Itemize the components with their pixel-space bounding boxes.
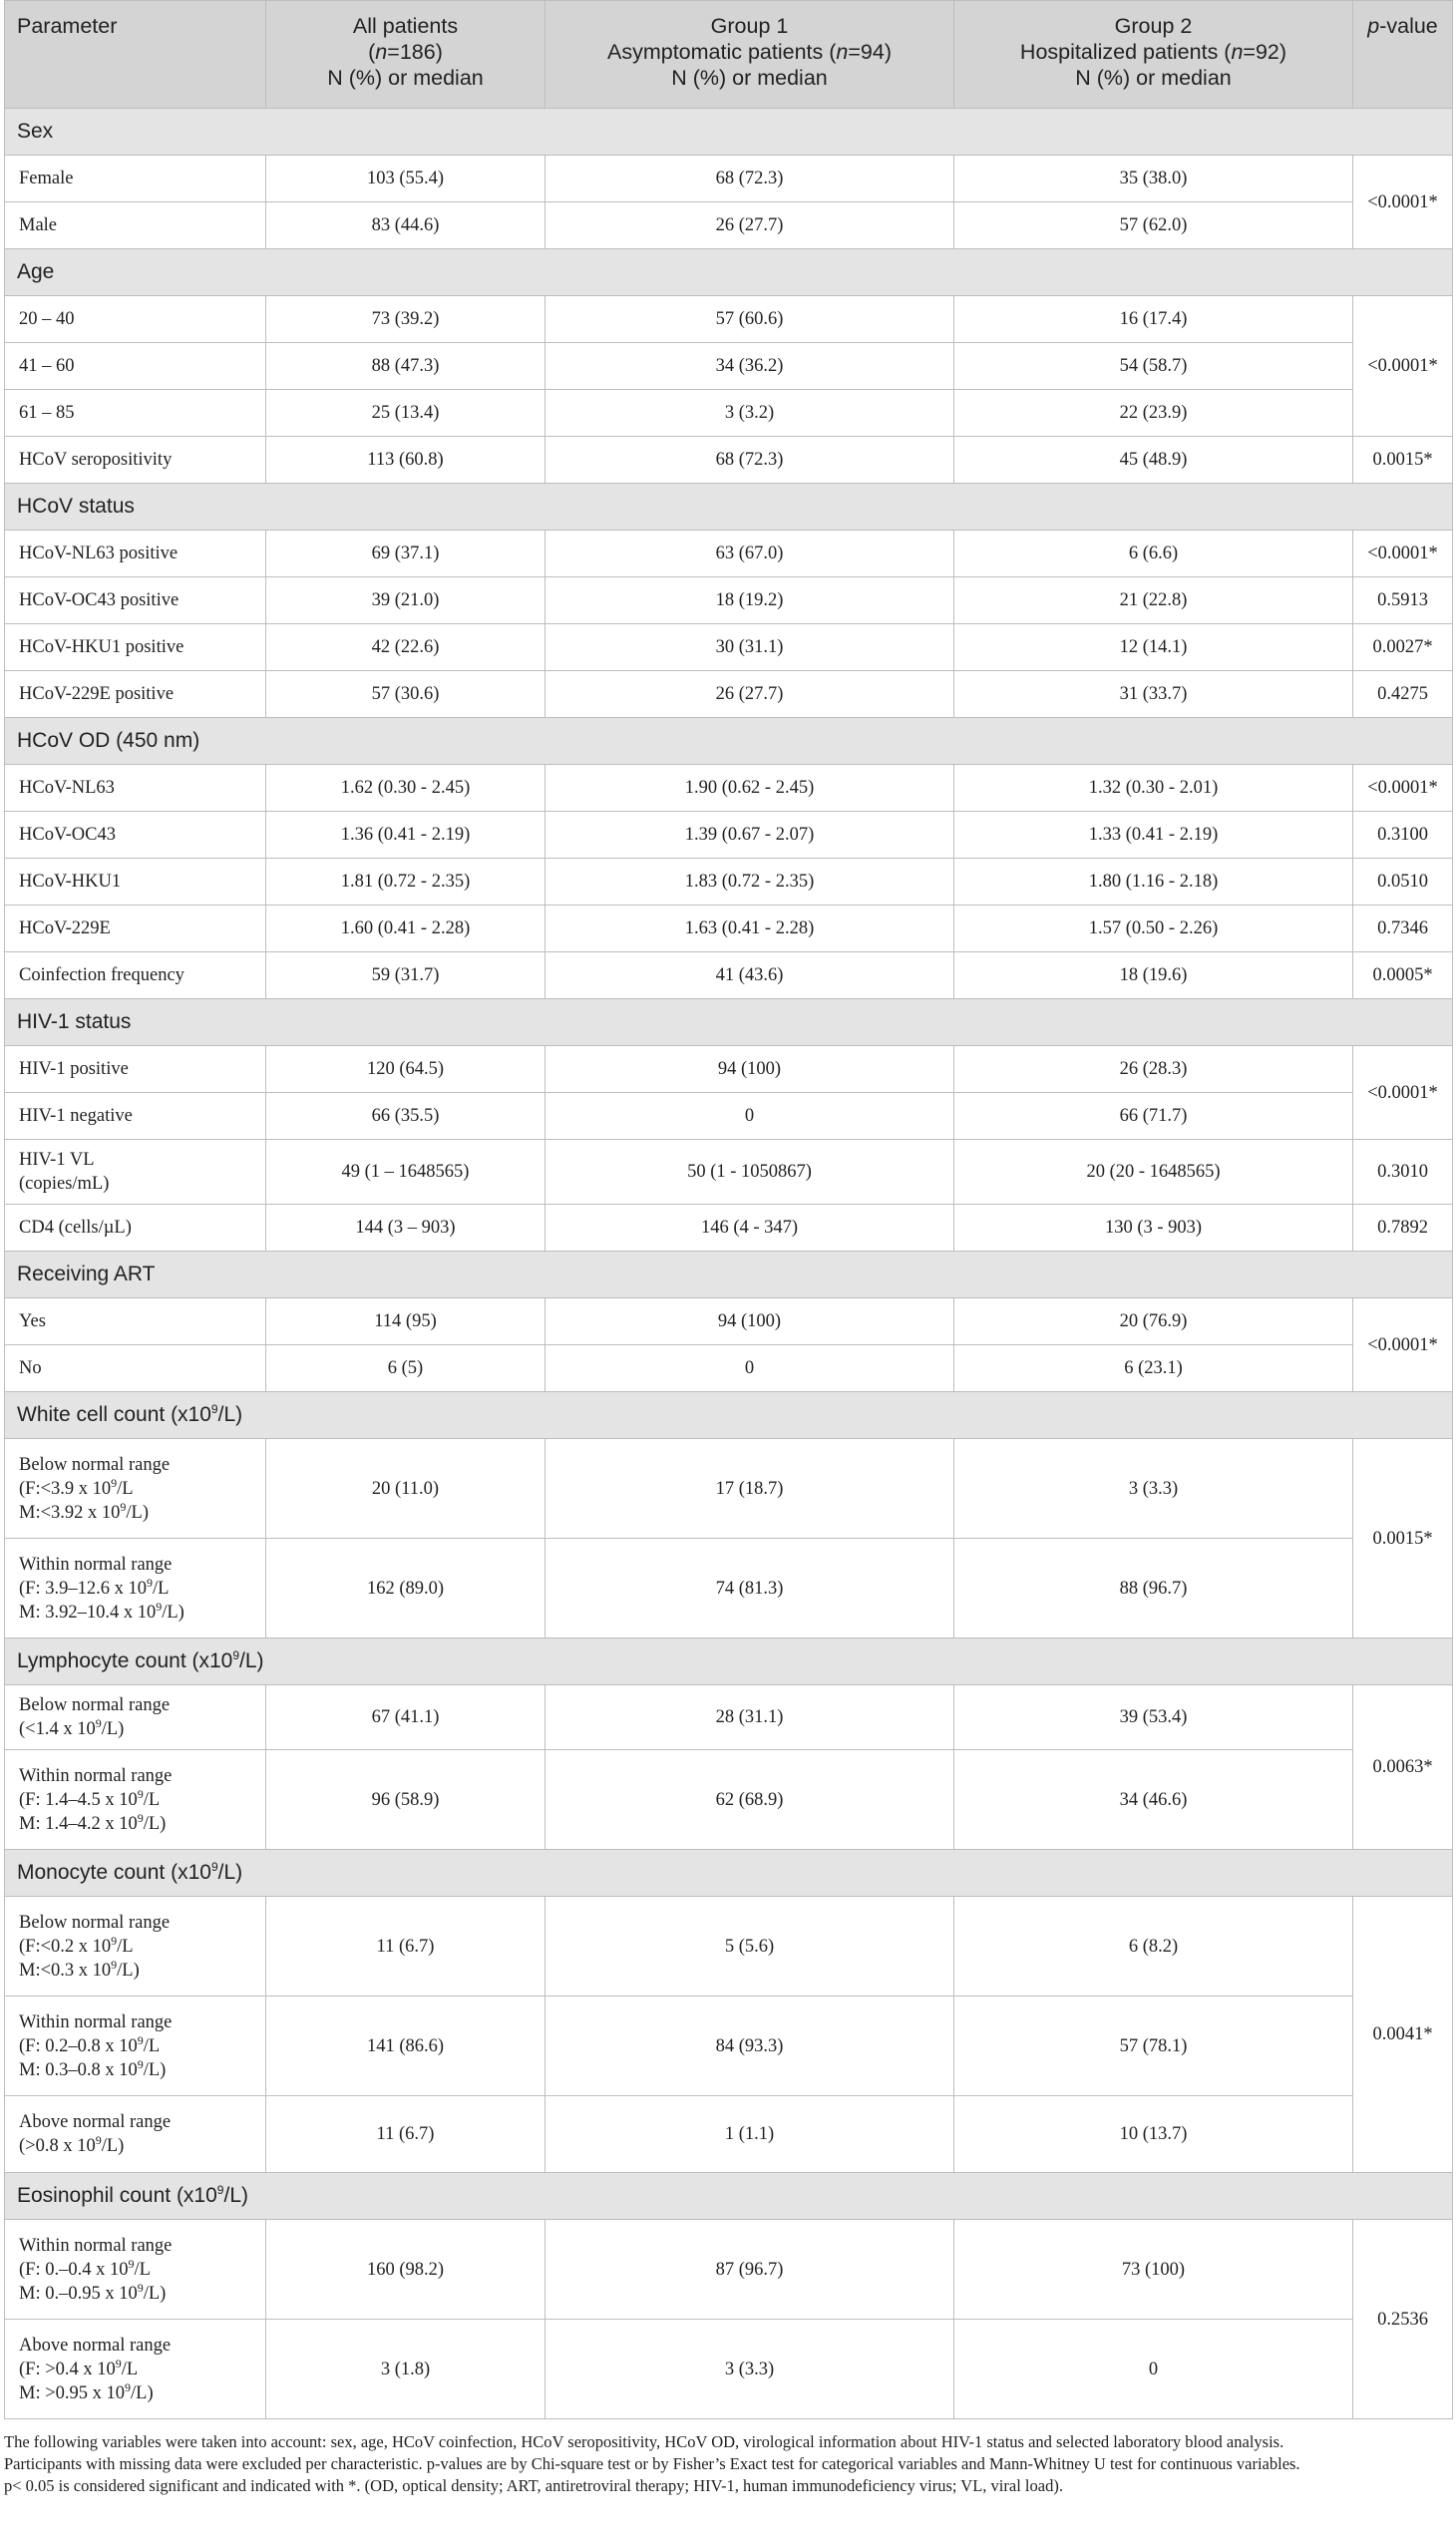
- row-label-line: Below normal range: [19, 1454, 171, 1475]
- row-label-unit: /L): [126, 1502, 150, 1523]
- cell-pvalue: 0.5913: [1353, 577, 1453, 624]
- row-label-unit: /L): [131, 2382, 154, 2403]
- superscript: 9: [210, 1402, 218, 1416]
- section-monocyte-count: [5, 1850, 1453, 1897]
- row-label-line: Within normal range: [19, 2235, 173, 2256]
- table-row: [5, 1750, 1453, 1850]
- row-label-line: M: 3.92–10.4 x 10: [19, 1602, 157, 1623]
- cell-pvalue: 0.3100: [1353, 812, 1453, 859]
- cell-all: 11 (6.7): [266, 2096, 546, 2173]
- cell-group2: 130 (3 - 903): [954, 1205, 1353, 1252]
- table-row: [5, 671, 1453, 718]
- section-label-unit: /L): [217, 1861, 243, 1884]
- row-label: [5, 1439, 266, 1539]
- cell-group1: 62 (68.9): [546, 1750, 954, 1850]
- row-label: Yes: [5, 1298, 266, 1345]
- cell-group2: 88 (96.7): [954, 1539, 1353, 1638]
- cell-group2: 26 (28.3): [954, 1046, 1353, 1093]
- cell-group1: 34 (36.2): [546, 343, 954, 390]
- cell-pvalue: <0.0001*: [1353, 531, 1453, 577]
- table-row: [5, 390, 1453, 437]
- section-hcov-status: HCoV status: [5, 484, 1453, 531]
- section-label-unit: /L): [223, 2184, 248, 2207]
- row-label-line: Within normal range: [19, 1765, 173, 1786]
- row-label-line: Above normal range: [19, 2335, 172, 2356]
- header-parameter: [5, 1, 266, 109]
- table-row: [5, 1997, 1453, 2096]
- row-label: [5, 2220, 266, 2320]
- cell-group2: 18 (19.6): [954, 952, 1353, 999]
- section-row: [5, 249, 1453, 296]
- row-label: 41 – 60: [5, 343, 266, 390]
- table-row: [5, 343, 1453, 390]
- row-label-line: Within normal range: [19, 2011, 173, 2032]
- section-hiv-status: HIV-1 status: [5, 999, 1453, 1046]
- cell-group2: 20 (76.9): [954, 1298, 1353, 1345]
- row-label: Male: [5, 202, 266, 249]
- header-all-title: All patients: [352, 14, 459, 38]
- section-row: [5, 2173, 1453, 2220]
- cell-group1: 17 (18.7): [546, 1439, 954, 1539]
- cell-pvalue: 0.0041*: [1353, 1897, 1453, 2173]
- superscript: 9: [137, 2032, 144, 2047]
- cell-pvalue: 0.2536: [1353, 2220, 1453, 2419]
- section-label-unit: /L): [239, 1649, 264, 1672]
- row-label-line: (F:<0.2 x 10: [19, 1936, 112, 1957]
- row-label-line: (copies/mL): [19, 1174, 110, 1194]
- cell-group2: 31 (33.7): [954, 671, 1353, 718]
- table-row: [5, 437, 1453, 484]
- row-label: [5, 1897, 266, 1997]
- row-label: HCoV-HKU1 positive: [5, 624, 266, 671]
- cell-group2: 22 (23.9): [954, 390, 1353, 437]
- cell-pvalue: <0.0001*: [1353, 1046, 1453, 1140]
- cell-all: 39 (21.0): [266, 577, 546, 624]
- cell-all: 120 (64.5): [266, 1046, 546, 1093]
- cell-all: 3 (1.8): [266, 2320, 546, 2419]
- row-label-line: (F:<3.9 x 10: [19, 1478, 112, 1499]
- row-label: HCoV-NL63 positive: [5, 531, 266, 577]
- table-row: [5, 531, 1453, 577]
- superscript: 9: [146, 1575, 153, 1590]
- cell-group1: 26 (27.7): [546, 202, 954, 249]
- header-pvalue-p: p: [1367, 14, 1380, 38]
- cell-group1: 68 (72.3): [546, 156, 954, 202]
- cell-all: 49 (1 – 1648565): [266, 1140, 546, 1205]
- table-row: [5, 577, 1453, 624]
- row-label-line: (F: 0.2–0.8 x 10: [19, 2035, 138, 2056]
- section-lymphocyte-count: [5, 1638, 1453, 1685]
- cell-group1: 3 (3.3): [546, 2320, 954, 2419]
- table-row: [5, 1439, 1453, 1539]
- cell-group2: 35 (38.0): [954, 156, 1353, 202]
- superscript: 9: [156, 1599, 163, 1614]
- row-label-unit: /L): [162, 1602, 184, 1623]
- row-label: HCoV-NL63: [5, 765, 266, 812]
- table-row: [5, 2096, 1453, 2173]
- cell-all: 144 (3 – 903): [266, 1205, 546, 1252]
- table-row: [5, 624, 1453, 671]
- header-all-measure: N (%) or median: [327, 66, 484, 90]
- footnote-line: p< 0.05 is considered significant and indicated with *. (OD, optical density; ART, antiretroviral therapy; HIV-1, human immunodeficiency virus; VL, viral load).: [4, 2476, 1063, 2495]
- superscript: 9: [210, 1860, 218, 1874]
- superscript: 9: [95, 2132, 102, 2147]
- cell-all: 141 (86.6): [266, 1997, 546, 2096]
- section-row: [5, 109, 1453, 156]
- section-row: [5, 718, 1453, 765]
- row-label: HCoV seropositivity: [5, 437, 266, 484]
- cell-group1: 1 (1.1): [546, 2096, 954, 2173]
- cell-all: 69 (37.1): [266, 531, 546, 577]
- table-row: [5, 1298, 1453, 1345]
- row-label: CD4 (cells/µL): [5, 1205, 266, 1252]
- cell-group2: 57 (62.0): [954, 202, 1353, 249]
- row-label: [5, 1539, 266, 1638]
- row-label-unit: /L: [143, 1789, 161, 1810]
- row-label: HCoV-229E: [5, 906, 266, 952]
- cell-group2: 1.80 (1.16 - 2.18): [954, 859, 1353, 906]
- cell-pvalue: 0.0015*: [1353, 437, 1453, 484]
- cell-group2: 16 (17.4): [954, 296, 1353, 343]
- cell-group2: 3 (3.3): [954, 1439, 1353, 1539]
- cell-group1: 57 (60.6): [546, 296, 954, 343]
- section-label: Eosinophil count (x10: [17, 2184, 217, 2207]
- header-group1: [546, 1, 954, 109]
- header-pvalue: [1353, 1, 1453, 109]
- cell-group2: 1.33 (0.41 - 2.19): [954, 812, 1353, 859]
- section-row: [5, 999, 1453, 1046]
- row-label-unit: /L): [143, 1813, 167, 1834]
- row-label: [5, 1140, 266, 1205]
- row-label-line: M: 1.4–4.2 x 10: [19, 1813, 138, 1834]
- header-group2-n: n: [1231, 40, 1244, 64]
- row-label-line: (F: 3.9–12.6 x 10: [19, 1578, 147, 1599]
- header-group1-measure: N (%) or median: [671, 66, 828, 90]
- cell-group2: 10 (13.7): [954, 2096, 1353, 2173]
- cell-all: 59 (31.7): [266, 952, 546, 999]
- cell-pvalue: <0.0001*: [1353, 765, 1453, 812]
- cell-group1: 30 (31.1): [546, 624, 954, 671]
- table-row: [5, 202, 1453, 249]
- superscript: 9: [111, 1957, 118, 1972]
- header-row: [5, 1, 1453, 109]
- row-label: 20 – 40: [5, 296, 266, 343]
- row-label-unit: /L): [117, 1960, 140, 1981]
- table-row: [5, 2220, 1453, 2320]
- row-label: [5, 2320, 266, 2419]
- row-label-unit: /L: [117, 1936, 134, 1957]
- cell-all: 1.81 (0.72 - 2.35): [266, 859, 546, 906]
- row-label: [5, 2096, 266, 2173]
- superscript: 9: [137, 2280, 144, 2295]
- superscript: 9: [137, 1786, 144, 1801]
- cell-group2: 6 (6.6): [954, 531, 1353, 577]
- cell-all: 1.62 (0.30 - 2.45): [266, 765, 546, 812]
- row-label: [5, 1750, 266, 1850]
- superscript: 9: [111, 1933, 118, 1948]
- section-hcov-od: HCoV OD (450 nm): [5, 718, 1453, 765]
- footnote-line: The following variables were taken into account: sex, age, HCoV coinfection, HCoV seropositivity, HCoV OD, virological information about HIV-1 status and selected laboratory blood analysis.: [4, 2432, 1284, 2451]
- cell-group2: 12 (14.1): [954, 624, 1353, 671]
- header-all-n: n: [375, 40, 388, 64]
- cell-group1: 3 (3.2): [546, 390, 954, 437]
- row-label: [5, 1997, 266, 2096]
- row-label-line: Within normal range: [19, 1554, 173, 1575]
- row-label-unit: /L): [101, 1719, 125, 1739]
- cell-group2: 0: [954, 2320, 1353, 2419]
- cell-all: 114 (95): [266, 1298, 546, 1345]
- row-label: Female: [5, 156, 266, 202]
- table-row: [5, 1205, 1453, 1252]
- row-label-line: (F: >0.4 x 10: [19, 2359, 116, 2379]
- table-row: [5, 1140, 1453, 1205]
- superscript: 9: [125, 2379, 132, 2394]
- superscript: 9: [128, 2256, 135, 2271]
- row-label: [5, 1685, 266, 1750]
- cell-group2: 1.32 (0.30 - 2.01): [954, 765, 1353, 812]
- cell-group2: 54 (58.7): [954, 343, 1353, 390]
- table-row: [5, 1685, 1453, 1750]
- section-white-cell-count: [5, 1392, 1453, 1439]
- cell-pvalue: 0.4275: [1353, 671, 1453, 718]
- row-label: HIV-1 positive: [5, 1046, 266, 1093]
- table-row: [5, 952, 1453, 999]
- cell-group1: 0: [546, 1345, 954, 1392]
- row-label-unit: /L: [134, 2259, 151, 2280]
- row-label: HCoV-OC43 positive: [5, 577, 266, 624]
- cell-pvalue: <0.0001*: [1353, 156, 1453, 249]
- row-label: HCoV-229E positive: [5, 671, 266, 718]
- row-label: HCoV-HKU1: [5, 859, 266, 906]
- superscript: 9: [137, 1810, 144, 1825]
- header-group2-title: Group 2: [1114, 14, 1193, 38]
- cell-group2: 6 (23.1): [954, 1345, 1353, 1392]
- section-row: [5, 1392, 1453, 1439]
- cell-pvalue: <0.0001*: [1353, 1298, 1453, 1392]
- table-row: [5, 1897, 1453, 1997]
- cell-all: 11 (6.7): [266, 1897, 546, 1997]
- cell-pvalue: 0.0063*: [1353, 1685, 1453, 1850]
- table-row: [5, 1345, 1453, 1392]
- cell-all: 20 (11.0): [266, 1439, 546, 1539]
- cell-all: 103 (55.4): [266, 156, 546, 202]
- cell-all: 6 (5): [266, 1345, 546, 1392]
- cell-group2: 45 (48.9): [954, 437, 1353, 484]
- superscript: 9: [216, 2183, 224, 2197]
- cell-group2: 57 (78.1): [954, 1997, 1353, 2096]
- cell-group1: 94 (100): [546, 1046, 954, 1093]
- cell-pvalue: 0.0015*: [1353, 1439, 1453, 1638]
- cell-all: 42 (22.6): [266, 624, 546, 671]
- table-row: [5, 1539, 1453, 1638]
- cell-group2: 20 (20 - 1648565): [954, 1140, 1353, 1205]
- cell-group1: 28 (31.1): [546, 1685, 954, 1750]
- section-row: [5, 484, 1453, 531]
- row-label-unit: /L: [152, 1578, 170, 1599]
- table-row: [5, 156, 1453, 202]
- row-label-line: (F: 0.–0.4 x 10: [19, 2259, 129, 2280]
- cell-group1: 5 (5.6): [546, 1897, 954, 1997]
- table-row: [5, 1046, 1453, 1093]
- section-age: Age: [5, 249, 1453, 296]
- header-group1-desc: Asymptomatic patients (: [606, 40, 837, 64]
- superscript: 9: [232, 1648, 240, 1662]
- table-row: [5, 1093, 1453, 1140]
- section-row: [5, 1638, 1453, 1685]
- cell-pvalue: 0.0027*: [1353, 624, 1453, 671]
- superscript: 9: [115, 2356, 122, 2370]
- superscript: 9: [111, 1475, 118, 1490]
- row-label: Coinfection frequency: [5, 952, 266, 999]
- table-row: [5, 906, 1453, 952]
- cell-group1: 0: [546, 1093, 954, 1140]
- cell-all: 57 (30.6): [266, 671, 546, 718]
- table-row: [5, 812, 1453, 859]
- row-label-line: (<1.4 x 10: [19, 1719, 96, 1739]
- cell-pvalue: 0.7346: [1353, 906, 1453, 952]
- superscript: 9: [95, 1715, 102, 1730]
- footnote-line: Participants with missing data were excluded per characteristic. p-values are by Chi-square test or by Fisher’s Exact test for categorical variables and Mann-Whitney U test for continuous variables.: [4, 2454, 1300, 2473]
- cell-all: 83 (44.6): [266, 202, 546, 249]
- row-label-line: M: 0.–0.95 x 10: [19, 2283, 138, 2304]
- cell-all: 162 (89.0): [266, 1539, 546, 1638]
- cell-group1: 74 (81.3): [546, 1539, 954, 1638]
- row-label-line: M: >0.95 x 10: [19, 2382, 126, 2403]
- cell-group2: 73 (100): [954, 2220, 1353, 2320]
- cell-group1: 1.90 (0.62 - 2.45): [546, 765, 954, 812]
- row-label-line: Above normal range: [19, 2112, 172, 2132]
- superscript: 9: [137, 2056, 144, 2071]
- header-pvalue-rest: -value: [1379, 14, 1438, 38]
- cell-group2: 39 (53.4): [954, 1685, 1353, 1750]
- header-group1-n-value: =94): [848, 40, 893, 64]
- cell-pvalue: 0.7892: [1353, 1205, 1453, 1252]
- cell-pvalue: 0.0005*: [1353, 952, 1453, 999]
- row-label: No: [5, 1345, 266, 1392]
- table-footnote: [4, 2431, 1452, 2497]
- table-row: [5, 859, 1453, 906]
- cell-all: 113 (60.8): [266, 437, 546, 484]
- cell-pvalue: 0.3010: [1353, 1140, 1453, 1205]
- section-label: Lymphocyte count (x10: [17, 1649, 233, 1672]
- table-row: [5, 296, 1453, 343]
- cell-group2: 66 (71.7): [954, 1093, 1353, 1140]
- row-label-line: Below normal range: [19, 1912, 171, 1933]
- row-label-line: M: 0.3–0.8 x 10: [19, 2059, 138, 2080]
- row-label-line: HIV-1 VL: [19, 1150, 95, 1170]
- cell-all: 67 (41.1): [266, 1685, 546, 1750]
- cell-all: 88 (47.3): [266, 343, 546, 390]
- row-label-unit: /L: [117, 1478, 134, 1499]
- header-group2: [954, 1, 1353, 109]
- cell-group1: 84 (93.3): [546, 1997, 954, 2096]
- cell-group2: 1.57 (0.50 - 2.26): [954, 906, 1353, 952]
- row-label-unit: /L: [121, 2359, 139, 2379]
- cell-group1: 146 (4 - 347): [546, 1205, 954, 1252]
- cell-pvalue: <0.0001*: [1353, 296, 1453, 437]
- row-label-unit: /L): [143, 2283, 167, 2304]
- section-label: White cell count (x10: [17, 1403, 211, 1426]
- header-group2-measure: N (%) or median: [1075, 66, 1232, 90]
- cell-all: 1.36 (0.41 - 2.19): [266, 812, 546, 859]
- row-label-unit: /L: [143, 2035, 161, 2056]
- header-all-paren: (: [368, 40, 376, 64]
- cell-group1: 50 (1 - 1050867): [546, 1140, 954, 1205]
- section-row: [5, 1850, 1453, 1897]
- cell-group1: 26 (27.7): [546, 671, 954, 718]
- cell-group1: 94 (100): [546, 1298, 954, 1345]
- cell-all: 73 (39.2): [266, 296, 546, 343]
- table-row: [5, 765, 1453, 812]
- cell-group1: 87 (96.7): [546, 2220, 954, 2320]
- row-label-line: Below normal range: [19, 1695, 171, 1715]
- superscript: 9: [120, 1499, 127, 1514]
- cell-group1: 41 (43.6): [546, 952, 954, 999]
- row-label: HIV-1 negative: [5, 1093, 266, 1140]
- section-sex: Sex: [5, 109, 1453, 156]
- section-art: Receiving ART: [5, 1252, 1453, 1298]
- header-all-patients: [266, 1, 546, 109]
- cell-group1: 68 (72.3): [546, 437, 954, 484]
- cell-group1: 1.63 (0.41 - 2.28): [546, 906, 954, 952]
- section-eosinophil-count: [5, 2173, 1453, 2220]
- header-group1-title: Group 1: [710, 14, 789, 38]
- row-label-line: M:<0.3 x 10: [19, 1960, 112, 1981]
- cell-pvalue: 0.0510: [1353, 859, 1453, 906]
- cell-group2: 34 (46.6): [954, 1750, 1353, 1850]
- row-label-unit: /L): [101, 2136, 125, 2156]
- header-group2-desc: Hospitalized patients (: [1019, 40, 1232, 64]
- section-label: Monocyte count (x10: [17, 1861, 211, 1884]
- cell-all: 160 (98.2): [266, 2220, 546, 2320]
- cell-group2: 6 (8.2): [954, 1897, 1353, 1997]
- row-label-unit: /L): [143, 2059, 167, 2080]
- cell-all: 25 (13.4): [266, 390, 546, 437]
- header-group1-n: n: [836, 40, 849, 64]
- row-label: HCoV-OC43: [5, 812, 266, 859]
- section-label-unit: /L): [217, 1403, 243, 1426]
- header-parameter-label: Parameter: [17, 14, 118, 38]
- row-label-line: (F: 1.4–4.5 x 10: [19, 1789, 138, 1810]
- cell-all: 96 (58.9): [266, 1750, 546, 1850]
- cell-group1: 18 (19.2): [546, 577, 954, 624]
- cell-group1: 63 (67.0): [546, 531, 954, 577]
- cell-group1: 1.39 (0.67 - 2.07): [546, 812, 954, 859]
- cell-all: 1.60 (0.41 - 2.28): [266, 906, 546, 952]
- row-label-line: M:<3.92 x 10: [19, 1502, 121, 1523]
- patient-characteristics-table: [4, 0, 1453, 2419]
- cell-group2: 21 (22.8): [954, 577, 1353, 624]
- cell-all: 66 (35.5): [266, 1093, 546, 1140]
- cell-group1: 1.83 (0.72 - 2.35): [546, 859, 954, 906]
- section-row: [5, 1252, 1453, 1298]
- row-label: 61 – 85: [5, 390, 266, 437]
- row-label-line: (>0.8 x 10: [19, 2136, 96, 2156]
- table-row: [5, 2320, 1453, 2419]
- header-group2-n-value: =92): [1243, 40, 1287, 64]
- header-all-n-value: =186): [387, 40, 443, 64]
